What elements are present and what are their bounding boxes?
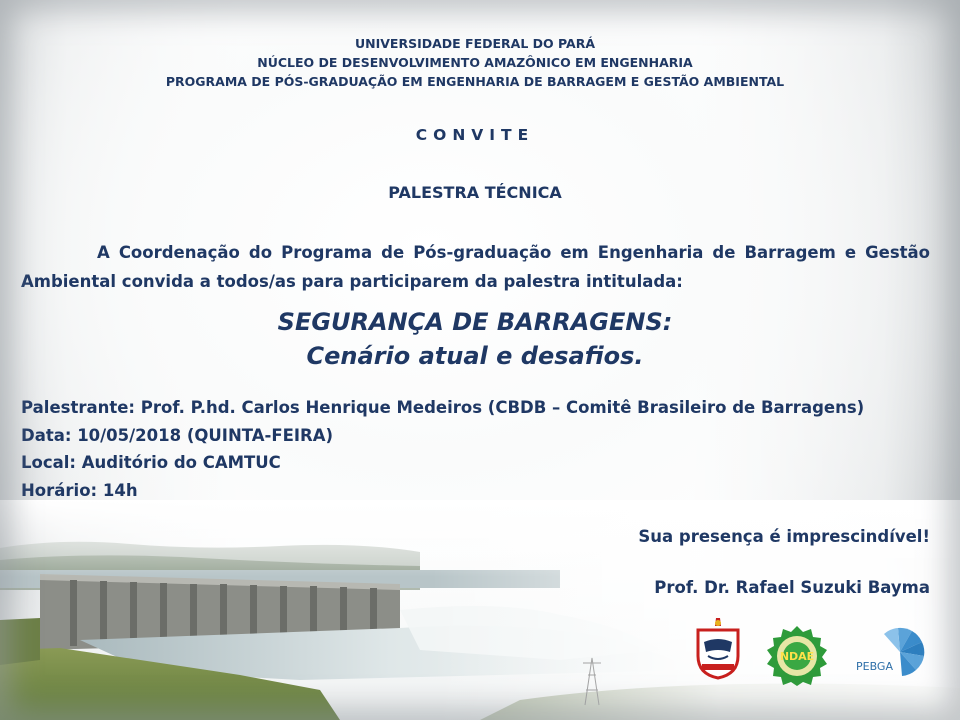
ndae-logo-icon — [765, 624, 829, 686]
location-line: Local: Auditório do CAMTUC — [21, 453, 281, 472]
pebga-logo-text: PEBGA — [856, 660, 893, 673]
pebga-logo-icon — [852, 626, 936, 678]
university-name: UNIVERSIDADE FEDERAL DO PARÁ — [354, 36, 596, 51]
ndae-logo-text: NDAE — [779, 650, 815, 663]
invitation-heading: CONVITE — [415, 126, 535, 144]
signature: Prof. Dr. Rafael Suzuki Bayma — [654, 578, 930, 597]
talk-title — [0, 305, 950, 373]
speaker-line: Palestrante: Prof. P.hd. Carlos Henrique Medeiros (CBDB – Comitê Brasileiro de Barragens) — [21, 398, 865, 417]
institution-header — [0, 34, 950, 91]
talk-title-line1: SEGURANÇA DE BARRAGENS: — [277, 308, 673, 336]
ufpa-logo-icon — [694, 616, 742, 680]
talk-title-line2: Cenário atual e desafios. — [306, 342, 644, 370]
program-name: PROGRAMA DE PÓS-GRADUAÇÃO EM ENGENHARIA DE BARRAGEM E GESTÃO AMBIENTAL — [165, 74, 785, 89]
presence-note: Sua presença é imprescindível! — [638, 527, 930, 546]
event-details — [21, 394, 941, 504]
time-line: Horário: 14h — [21, 480, 138, 500]
intro-paragraph: A Coordenação do Programa de Pós-graduação em Engenharia de Barragem e Gestão Ambiental convida a todos/as para participarem da palestra intitulada: — [21, 243, 930, 291]
date-line: Data: 10/05/2018 (QUINTA-FEIRA) — [21, 425, 334, 445]
center-name: NÚCLEO DE DESENVOLVIMENTO AMAZÔNICO EM ENGENHARIA — [257, 55, 693, 70]
event-type: PALESTRA TÉCNICA — [388, 183, 562, 202]
